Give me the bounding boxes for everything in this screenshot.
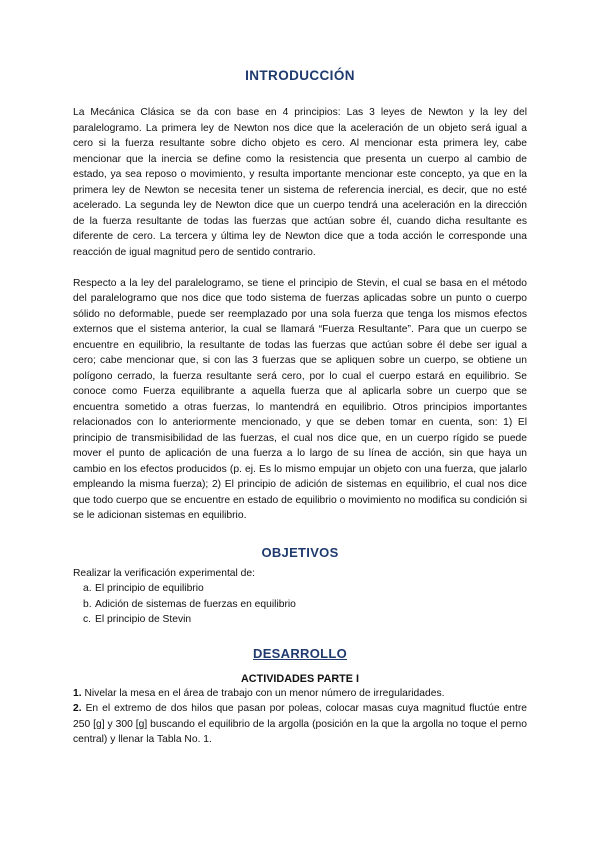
list-marker: b.	[83, 598, 92, 610]
step-1	[73, 686, 527, 702]
list-item	[83, 581, 527, 597]
list-item	[83, 612, 527, 628]
paragraph-gap	[73, 260, 527, 276]
list-marker: c.	[83, 614, 92, 625]
heading-objetivos: OBJETIVOS	[261, 544, 339, 560]
step-number: 1.	[73, 687, 82, 699]
list-item-text: El principio de equilibrio	[95, 583, 204, 594]
intro-paragraph-1: La Mecánica Clásica se da con base en 4 principios: Las 3 leyes de Newton y la ley del paralelogramo. La primera ley de Newton nos dice que la aceleración de un objeto será igual a cero si la fuerza resultante sobre dicho objeto es cero. Al mencionar esta primera ley, cabe mencionar que la inercia se define como la resistencia que presenta un cuerpo al cambio de estado, ya sea reposo o movimiento, y resulta importante mencionar este concepto, ya que en la primera ley de Newton se necesita tener un sistema de referencia inercial, es decir, que no esté acelerado. La segunda ley de Newton dice que un cuerpo tendrá una aceleración en la dirección de la fuerza resultante de todas las fuerzas que actúan sobre él, cuando dicha resultante es diferente de cero. La tercera y última ley de Newton dice que a toda acción le corresponde una reacción de igual magnitud pero de sentido contrario.	[73, 107, 527, 258]
step-number: 2.	[73, 703, 82, 714]
step-2	[73, 701, 527, 748]
intro-paragraph-2: Respecto a la ley del paralelogramo, se tiene el principio de Stevin, el cual se basa en el método del paralelogramo que nos dice que todo sistema de fuerzas aplicadas sobre un punto o cuerpo sólido no deformable, puede ser reemplazado por una sola fuerza que tenga los mismos efectos externos que el sistema anterior, la cual se llamará “Fuerza Resultante”. Para que un cuerpo se encuentre en equilibrio, la resultante de todas las fuerzas que actúan sobre él debe ser igual a cero; cabe mencionar que, si con las 3 fuerzas que se apliquen sobre un cuerpo, se obtiene un polígono cerrado, la fuerza resultante será cero, por lo cual el cuerpo estará en equilibrio. Se conoce como Fuerza equilibrante a aquella fuerza que al aplicarla sobre un cuerpo que se encuentra sometido a otras fuerzas, lo mantendrá en equilibrio. Otros principios importantes relacionados con lo anteriormente mencionado, y que se deben tomar en cuenta, son: 1) El principio de transmisibilidad de las fuerzas, el cual nos dice que, en un cuerpo rígido se puede mover el punto de aplicación de una fuerza a lo largo de su línea de acción, sin que haya un cambio en los efectos producidos (p. ej. Es lo mismo empujar un objeto con una fuerza, que jalarlo empleando la misma fuerza); 2) El principio de adición de sistemas en equilibrio, el cual nos dice que todo cuerpo que se encuentre en estado de equilibrio o movimiento no modifica su condición si se le adicionan sistemas en equilibrio.	[73, 277, 527, 521]
list-item-text: Adición de sistemas de fuerzas en equilibrio	[95, 598, 296, 610]
page-content	[73, 68, 527, 748]
list-marker: a.	[83, 583, 92, 594]
subheading-actividades: ACTIVIDADES PARTE I	[241, 672, 359, 685]
objetivos-list	[73, 581, 527, 628]
step-text: En el extremo de dos hilos que pasan por poleas, colocar masas cuya magnitud fluctúe entre 250 [g] y 300 [g] buscando el equilibrio de la argolla (posición en la que la argolla no toque el perno central) y llenar la Tabla No. 1.	[73, 703, 527, 745]
list-item	[83, 597, 527, 613]
heading-introduccion: INTRODUCCIÓN	[245, 68, 355, 83]
objetivos-lead: Realizar la verificación experimental de:	[73, 567, 255, 579]
step-text: Nivelar la mesa en el área de trabajo con un menor número de irregularidades.	[81, 687, 445, 699]
heading-desarrollo: DESARROLLO	[253, 645, 347, 661]
list-item-text: El principio de Stevin	[95, 614, 192, 625]
